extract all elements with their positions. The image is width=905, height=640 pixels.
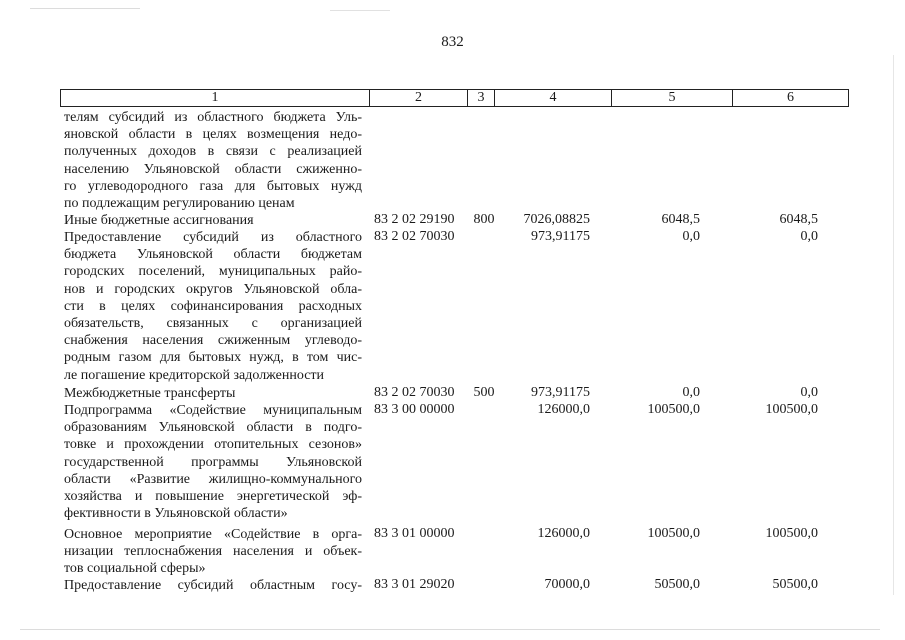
description-line: телям субсидий из областного бюджета Уль- <box>64 110 362 125</box>
value-col5: 100500,0 <box>647 402 700 417</box>
description-line: Основное мероприятие «Содействие в орга- <box>64 527 362 542</box>
description-line: сти в целях софинансирования расходных <box>64 298 362 314</box>
description-line: Предоставление субсидий областным госу- <box>64 578 362 593</box>
description-line: фективности в Ульяновской области» <box>64 506 288 522</box>
description-line: ле погашение кредиторской задолженности <box>64 367 325 383</box>
scan-artifact <box>330 10 390 11</box>
description-line: населению Ульяновской области сжиженно- <box>64 161 362 177</box>
value-col6: 6048,5 <box>779 212 818 227</box>
row-description <box>64 212 362 229</box>
description-line: Иные бюджетные ассигнования <box>64 213 254 228</box>
budget-code: 83 3 00 00000 <box>374 402 455 417</box>
table-header <box>60 89 849 107</box>
description-line: образованиям Ульяновской области в подго- <box>64 420 362 436</box>
description-line: го углеводородного газа для бытовых нужд <box>64 178 362 194</box>
description-line: снабжения населения сжиженным углеводо- <box>64 333 362 349</box>
budget-code: 83 2 02 70030 <box>374 385 455 400</box>
page-number: 832 <box>441 34 464 50</box>
expense-type: 500 <box>473 385 495 400</box>
description-line: Межбюджетные трансферты <box>64 386 236 401</box>
header-cell-3: 3 <box>467 90 494 106</box>
row-description <box>64 577 362 594</box>
budget-code: 83 3 01 29020 <box>374 577 455 592</box>
description-line: бюджета Ульяновской области бюджетам <box>64 247 362 263</box>
value-col4: 126000,0 <box>537 526 590 541</box>
value-col6: 0,0 <box>800 385 818 400</box>
description-line: родным газом для бытовых нужд, в том чис- <box>64 350 362 366</box>
value-col4: 973,91175 <box>531 385 590 400</box>
budget-code: 83 2 02 29190 <box>374 212 455 227</box>
expense-type: 800 <box>473 212 495 227</box>
description-line: тов социальной сферы» <box>64 561 206 577</box>
description-line: Подпрограмма «Содействие муниципальным <box>64 403 362 418</box>
row-description <box>64 109 362 212</box>
scan-artifact <box>893 55 894 595</box>
description-line: по подлежащим регулированию ценам <box>64 196 295 212</box>
header-cell-4: 4 <box>494 90 611 106</box>
description-line: товке и прохождении отопительных сезонов» <box>64 437 362 453</box>
value-col4: 7026,08825 <box>523 212 590 227</box>
description-line: низации теплоснабжения населения и объек- <box>64 544 362 560</box>
value-col4: 126000,0 <box>537 402 590 417</box>
value-col4: 973,91175 <box>531 229 590 244</box>
value-col5: 6048,5 <box>661 212 700 227</box>
header-cell-2: 2 <box>369 90 467 106</box>
value-col6: 100500,0 <box>765 402 818 417</box>
row-description <box>64 526 362 578</box>
value-col5: 0,0 <box>682 229 700 244</box>
description-line: обязательств, связанных с организацией <box>64 316 362 332</box>
value-col6: 100500,0 <box>765 526 818 541</box>
description-line: хозяйства и повышение энергетической эф- <box>64 489 362 505</box>
description-line: полученных доходов в связи с реализацией <box>64 144 362 160</box>
header-cell-5: 5 <box>611 90 732 106</box>
value-col5: 100500,0 <box>647 526 700 541</box>
row-description <box>64 385 362 402</box>
value-col5: 0,0 <box>682 385 700 400</box>
scan-artifact <box>30 8 140 9</box>
value-col5: 50500,0 <box>654 577 700 592</box>
description-line: нов и городских округов Ульяновской обла- <box>64 281 362 297</box>
budget-code: 83 2 02 70030 <box>374 229 455 244</box>
budget-code: 83 3 01 00000 <box>374 526 455 541</box>
scan-artifact <box>20 629 880 630</box>
description-line: области «Развитие жилищно-коммунального <box>64 471 362 487</box>
value-col4: 70000,0 <box>544 577 590 592</box>
row-description <box>64 229 362 384</box>
value-col6: 0,0 <box>800 229 818 244</box>
description-line: Предоставление субсидий из областного <box>64 230 362 245</box>
description-line: городских поселений, муниципальных райо- <box>64 264 362 280</box>
description-line: яновской области в целях возмещения недо- <box>64 127 362 143</box>
value-col6: 50500,0 <box>772 577 818 592</box>
row-description <box>64 402 362 522</box>
header-cell-6: 6 <box>732 90 848 106</box>
header-cell-1: 1 <box>211 90 219 105</box>
description-line: государственной программы Ульяновской <box>64 454 362 470</box>
